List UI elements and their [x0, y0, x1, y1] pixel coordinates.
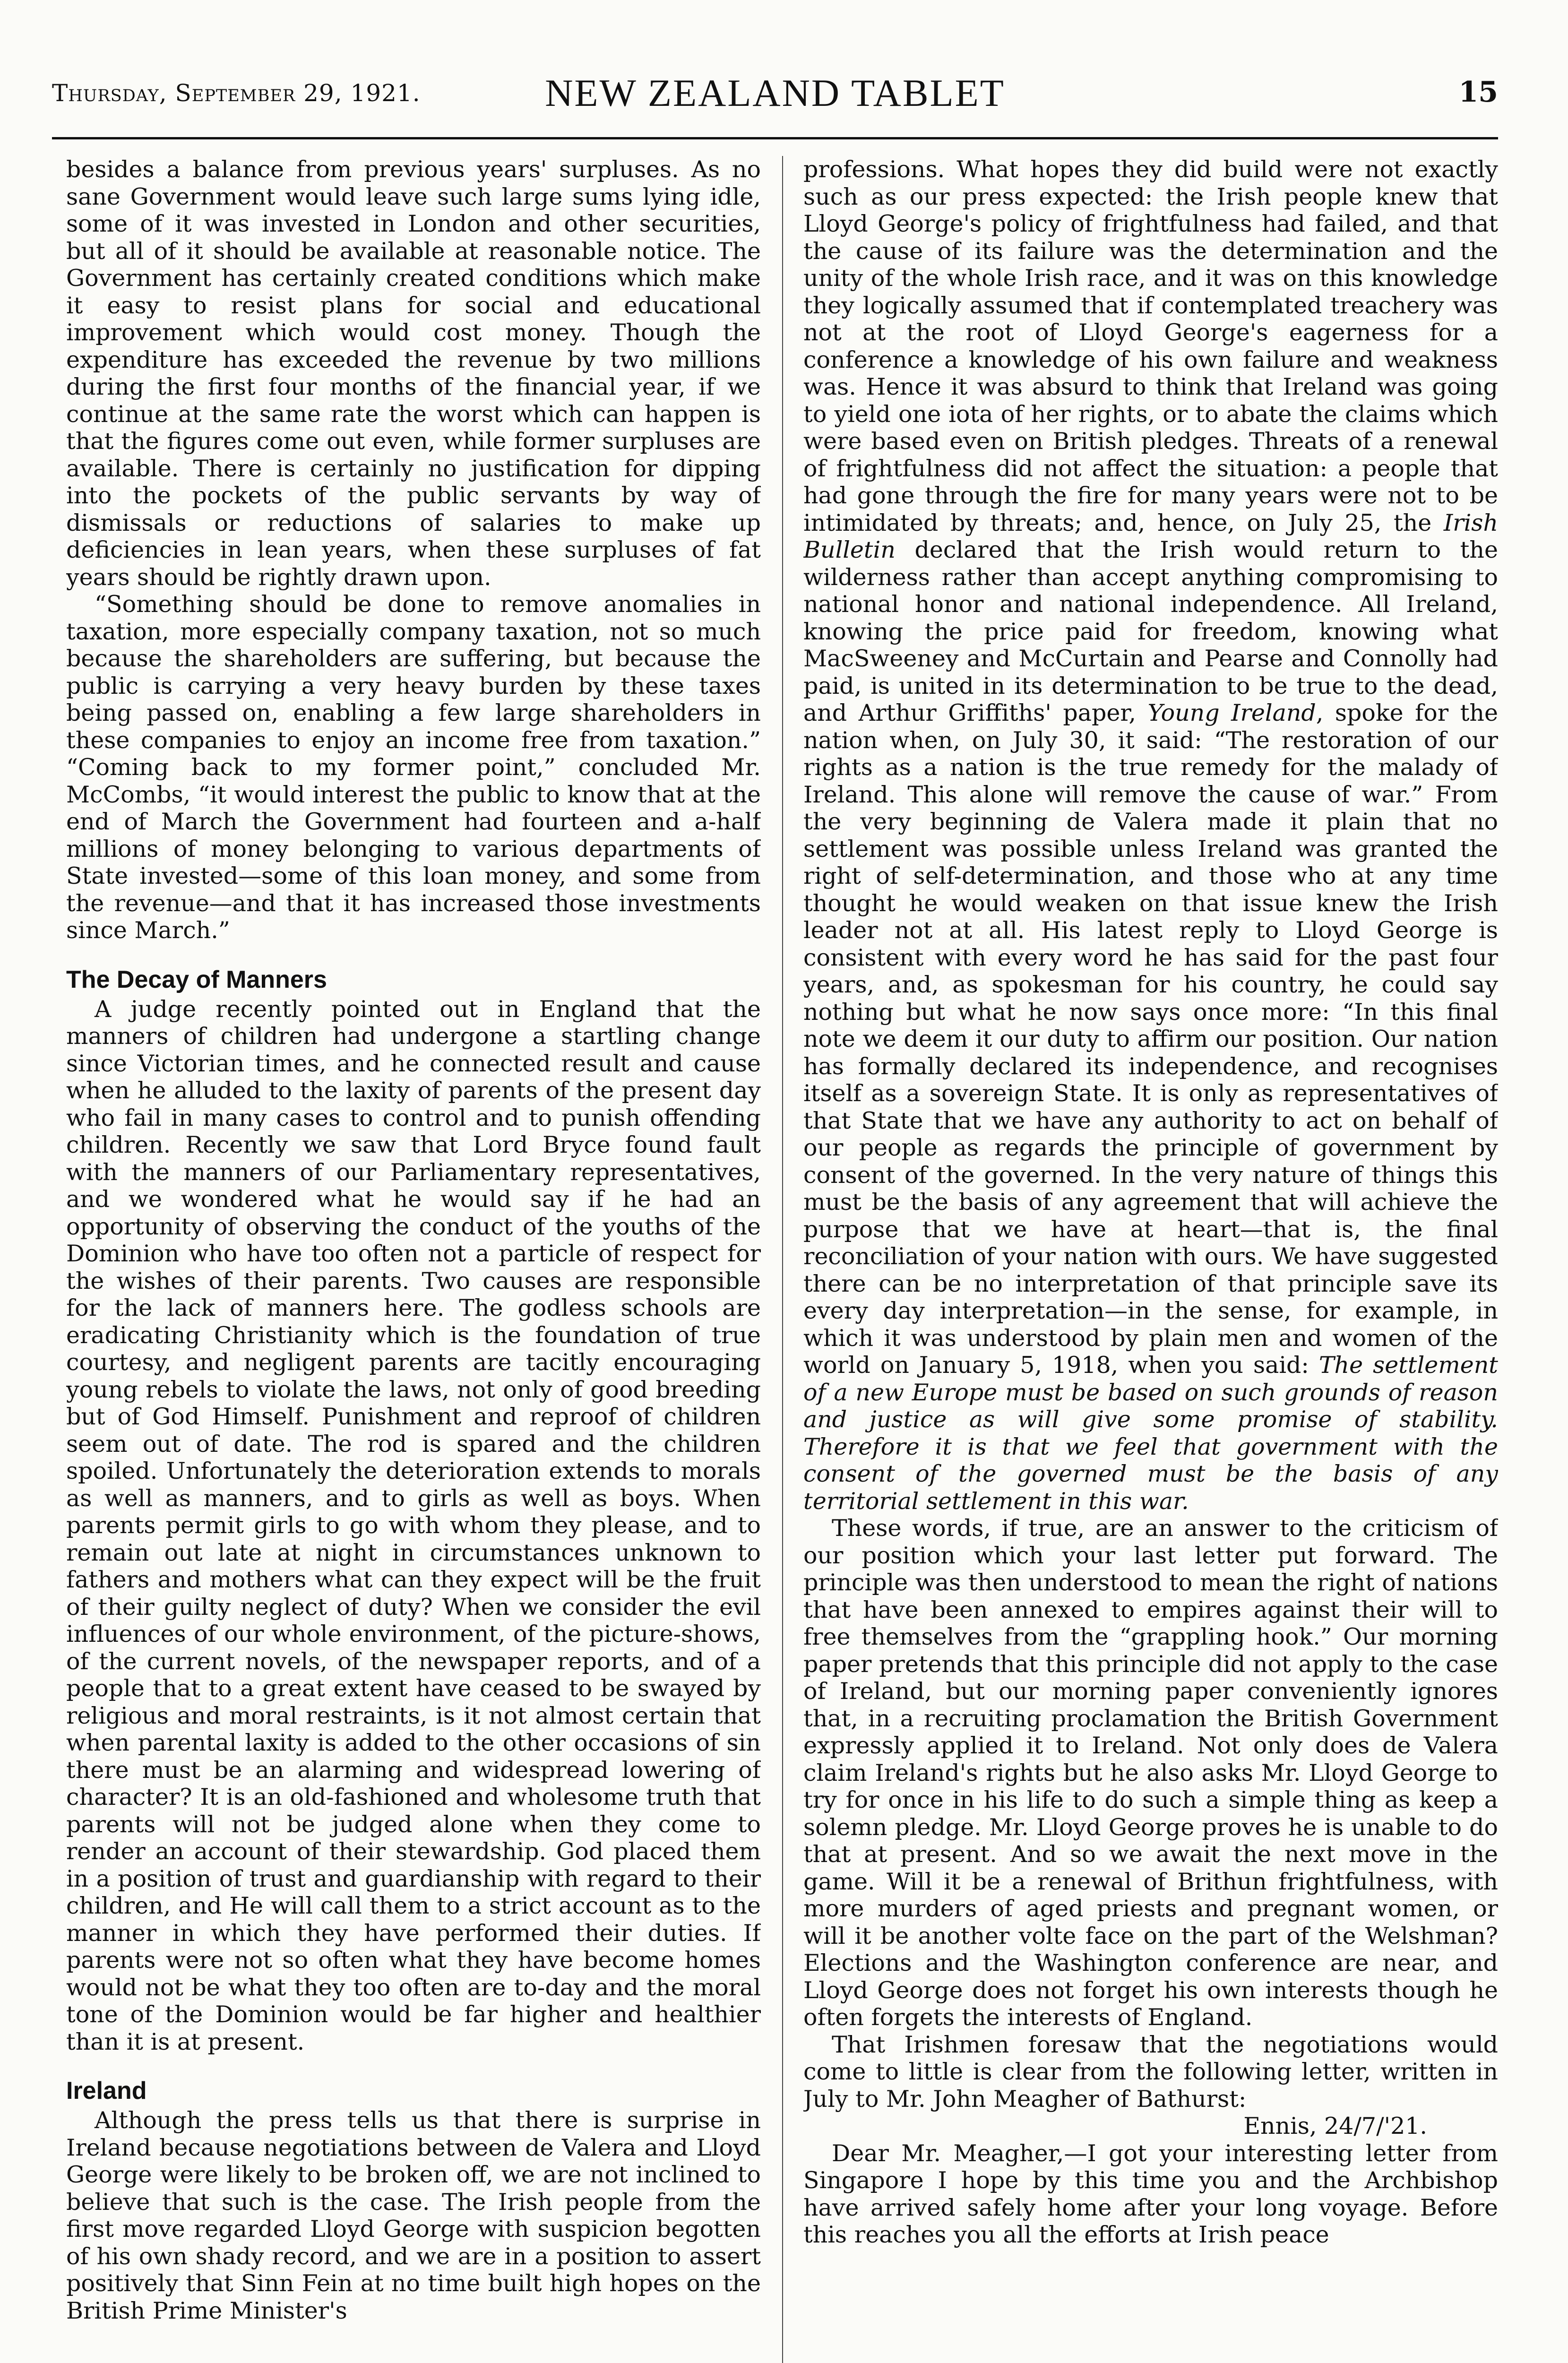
heading-decay-of-manners: The Decay of Manners — [66, 966, 327, 993]
left-paragraph-surpluses: besides a balance from previous years' surpluses. As no sane Government would leave such large sums lying idle, some of it was invested in London and other securities, but all of it should be available at reasonable notice. The Government has certainly created conditions which make it easy to resist plans for social and educational improvement which would cost money. Though the expenditure has exceeded the revenue by two millions during the first four months of the financial year, if we continue at the same rate the worst which can happen is that the figures come out even, while former surpluses are available. There is certainly no justification for dipping into the pockets of the public servants by way of dismissals or reductions of salaries to make up deficiencies in lean years, when these surpluses of fat years should be rightly drawn upon. — [66, 156, 761, 591]
left-column — [66, 156, 761, 2363]
heading-ireland: Ireland — [66, 2077, 147, 2104]
young-ireland-title: Young Ireland — [1147, 699, 1316, 726]
column-divider — [782, 156, 783, 2363]
letter-dateline: Ennis, 24/7/'21. — [1243, 2113, 1427, 2139]
right-paragraph-professions — [803, 156, 1498, 1515]
text-run: declared that the Irish would return to the wilderness rather than accept anything compromising to national honor and national independence. All Ireland, knowing the price paid for freedom, knowing what MacSweeney and McCurtain and Pearse and Connolly had paid, is united in its determination to be true to the dead, and Arthur Griffiths' paper, — [803, 536, 1498, 726]
masthead-rule — [52, 137, 1498, 139]
page-number: 15 — [1458, 76, 1498, 109]
text-run: , spoke for the nation when, on July 30, it said: “The restoration of our rights as a nation is the true remedy for the malady of Ireland. This alone will remove the cause of war.” From the very beginning de Valera made it plain that no settlement was possible unless Ireland was granted the right of self-determination, and those who at any time thought he would weaken on that issue knew the Irish leader not at all. His latest reply to Lloyd George is consistent with every word he has said for the past four years, and, as spokesman for his country, he could say nothing but what he now says once more: “In this final note we deem it our duty to affirm our position. Our nation has formally declared its independence, and recognises itself as a sovereign State. It is only as representatives of that State that we have any authority to act on behalf of our people as regards the principle of government by consent of the governed. In the very nature of things this must be the basis of any agreement that will achieve the purpose that we have at heart—that is, the final reconciliation of your nation with ours. We have suggested there can be no interpretation of that principle save its every day interpretation—in the sense, for example, in which it was understood by plain men and women of the world on January 5, 1918, when you said: — [803, 699, 1498, 1379]
left-paragraph-ireland: Although the press tells us that there is surprise in Ireland because negotiations between de Valera and Lloyd George were likely to be broken off, we are not inclined to believe that such is the case. The Irish people from the first move regarded Lloyd George with suspicion begotten of his own shady record, and we are in a position to assert positively that Sinn Fein at no time built high hopes on the British Prime Minister's — [66, 2107, 761, 2324]
right-column — [803, 156, 1498, 2363]
irish-bulletin-title: Irish Bulletin — [803, 509, 1498, 563]
issue-date: Thursday, September 29, 1921. — [52, 79, 421, 107]
wilson-quote: The settlement of a new Europe must be based on such grounds of reason and justice as will give some promise of stability. Therefore it is that we feel that government with the consent of the governed must be the basis of any territorial settlement in this war. — [803, 1352, 1498, 1515]
right-paragraph-letter: Dear Mr. Meagher,—I got your interesting letter from Singapore I hope by this time you and the Archbishop have arrived safely home after your long voyage. Before this reaches you all the efforts at Irish peace — [803, 2139, 1498, 2248]
right-paragraph-criticism: These words, if true, are an answer to the criticism of our position which your last letter put forward. The principle was then understood to mean the right of nations that have been annexed to empires against their will to free themselves from the “grappling hook.” Our morning paper pretends that this principle did not apply to the case of Ireland, but our morning paper conveniently ignores that, in a recruiting proclamation the British Government expressly applied it to Ireland. Not only does de Valera claim Ireland's rights but he also asks Mr. Lloyd George to try for once in his life to do such a simple thing as keep a solemn pledge. Mr. Lloyd George proves he is unable to do that at present. And so we await the next move in the game. Will it be a renewal of Brithun frightfulness, with more murders of aged priests and pregnant women, or will it be another volte face on the part of the Welshman? Elections and the Washington conference are near, and Lloyd George does not forget his own interests though he often forgets the interests of England. — [803, 1515, 1498, 2031]
publication-title: NEW ZEALAND TABLET — [545, 71, 1005, 114]
left-paragraph-taxation: “Something should be done to remove anomalies in taxation, more especially company taxation, not so much because the shareholders are suffering, but because the public is carrying a very heavy burden by these taxes being passed on, enabling a few large shareholders in these companies to enjoy an income free from taxation.” “Coming back to my former point,” concluded Mr. McCombs, “it would interest the public to know that at the end of March the Government had fourteen and a-half millions of money belonging to various departments of State invested—some of this loan money, and some from the revenue—and that it has increased those investments since March.” — [66, 591, 761, 944]
masthead — [52, 71, 1498, 142]
text-run: professions. What hopes they did build were not exactly such as our press expected: the Irish people knew that Lloyd George's policy of frightfulness had failed, and that the cause of its failure was the determination and the unity of the whole Irish race, and it was on this knowledge they logically assumed that if contemplated treachery was not at the root of Lloyd George's eagerness for a conference a knowledge of his own failure and weakness was. Hence it was absurd to think that Ireland was going to yield one iota of her rights, or to abate the claims which were based even on British pledges. Threats of a renewal of frightfulness did not affect the situation: a people that had gone through the fire for many years were not to be intimidated by threats; and, hence, on July 25, the — [803, 156, 1498, 536]
right-paragraph-letter-intro: That Irishmen foresaw that the negotiations would come to little is clear from the following letter, written in July to Mr. John Meagher of Bathurst: — [803, 2031, 1498, 2113]
left-paragraph-manners: A judge recently pointed out in England that the manners of children had undergone a startling change since Victorian times, and he connected result and cause when he alluded to the laxity of parents of the present day who fail in many cases to control and to punish offending children. Recently we saw that Lord Bryce found fault with the manners of our Parliamentary representatives, and we wondered what he would say if he had an opportunity of observing the conduct of the youths of the Dominion who have too often not a particle of respect for the wishes of their parents. Two causes are responsible for the lack of manners here. The godless schools are eradicating Christianity which is the foundation of true courtesy, and negligent parents are tacitly encouraging young rebels to violate the laws, not only of good breeding but of God Himself. Punishment and reproof of children seem out of date. The rod is spared and the children spoiled. Unfortunately the deterioration extends to morals as well as manners, and to girls as well as boys. When parents permit girls to go with whom they please, and to remain out late at night in circumstances unknown to fathers and mothers what can they expect will be the fruit of their guilty neglect of duty? When we consider the evil influences of our whole environment, of the picture-shows, of the current novels, of the newspaper reports, and of a people that to a great extent have ceased to be swayed by religious and moral restraints, is it not almost certain that when parental laxity is added to the other occasions of sin there must be an alarming and widespread lowering of character? It is an old-fashioned and wholesome truth that parents will not be judged alone when they come to render an account of their stewardship. God placed them in a position of trust and guardianship with regard to their children, and He will call them to a strict account as to the manner in which they have performed their duties. If parents were not so often what they have become homes would not be what they too often are to-day and the moral tone of the Dominion would be far higher and healthier than it is at present. — [66, 995, 761, 2055]
